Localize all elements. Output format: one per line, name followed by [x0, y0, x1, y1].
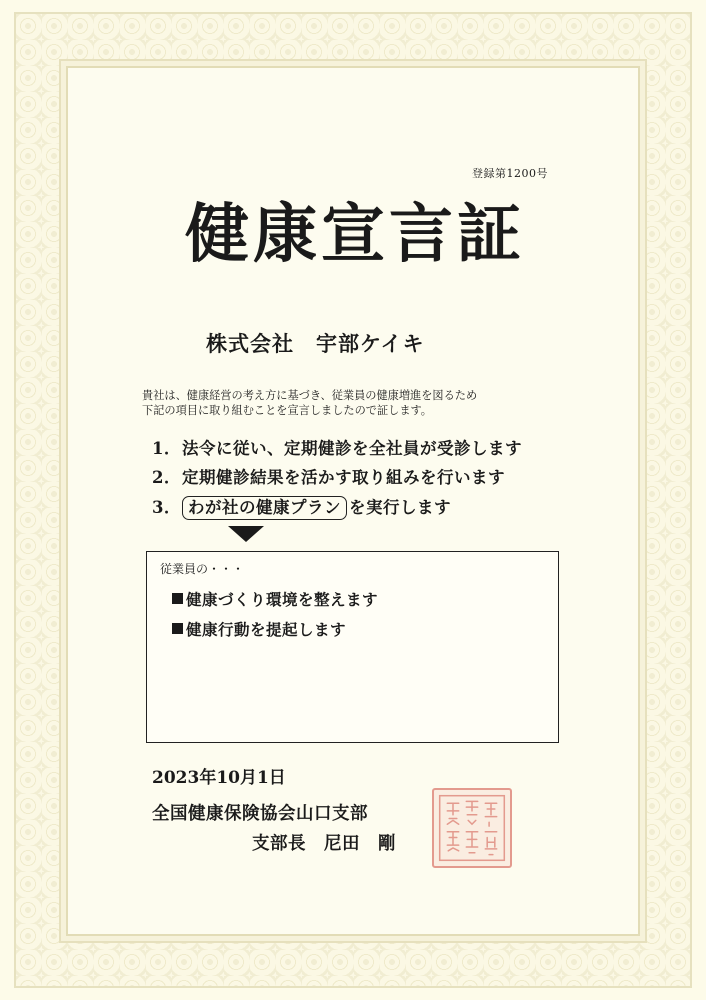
company-name: 株式会社 宇部ケイキ: [206, 331, 425, 356]
item-number: 1．: [152, 439, 181, 458]
plan-bullet-2: [172, 618, 346, 640]
square-bullet-icon: [172, 623, 183, 634]
declaration-item-2: [152, 466, 505, 490]
intro-text-line-2: 下記の項目に取り組むことを宣言しましたので証します。: [142, 404, 432, 417]
plan-panel-heading: 従業員の・・・: [160, 562, 245, 576]
bullet-text: 健康行動を提起します: [186, 620, 347, 639]
item-text: を実行します: [349, 498, 451, 517]
callout-pointer-icon: [228, 526, 264, 542]
intro-text-line-1: 貴社は、健康経営の考え方に基づき、従業員の健康増進を図るため: [142, 389, 478, 402]
bullet-text: 健康づくり環境を整えます: [186, 590, 379, 609]
square-bullet-icon: [172, 593, 183, 604]
certificate-title: 健康宣言証: [185, 197, 525, 272]
official-seal-icon: [432, 788, 512, 868]
item-number: 3．: [152, 498, 181, 517]
seal-glyph-icon: [434, 790, 510, 866]
declaration-item-1: [152, 437, 522, 461]
issuer-organization: 全国健康保険協会山口支部: [152, 804, 368, 824]
item-number: 2．: [152, 468, 181, 487]
registration-number: 登録第1200号: [472, 167, 548, 180]
issuer-representative: 支部長 尼田 剛: [252, 834, 396, 854]
item-text: 定期健診結果を活かす取り組みを行います: [182, 468, 505, 487]
issue-date: 2023年10月1日: [152, 768, 286, 788]
health-plan-highlight: わが社の健康プラン: [182, 496, 347, 520]
health-plan-panel: [146, 551, 559, 743]
declaration-item-3: [152, 496, 451, 520]
item-text: 法令に従い、定期健診を全社員が受診します: [182, 439, 522, 458]
plan-bullet-1: [172, 588, 378, 610]
